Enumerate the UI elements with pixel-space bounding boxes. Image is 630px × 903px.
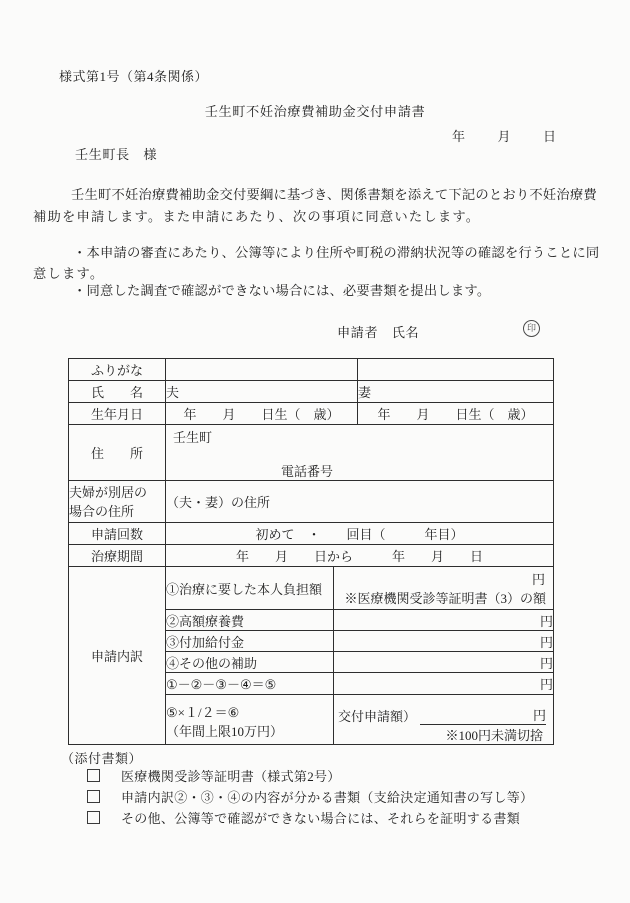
calc-formula-label: ⑤×１/２＝⑥ （年間上限10万円） — [166, 695, 334, 745]
attachments-heading: （添付書類） — [61, 751, 143, 766]
husband-birthdate-field[interactable]: 年 月 日生（ 歳） — [166, 403, 358, 425]
treatment-period-label: 治療期間 — [69, 545, 166, 567]
address-label: 住 所 — [69, 425, 166, 481]
consent-bullet-line: ・同意した調査で確認ができない場合には、必要書類を提出します。 — [73, 283, 491, 298]
breakdown-label: 申請内訳 — [69, 567, 166, 745]
intro-paragraph-line: 壬生町不妊治療費補助金交付要綱に基づき、関係書類を添えて下記のとおり不妊治療費 — [71, 187, 597, 202]
item-4-amount-field[interactable]: 円 — [334, 652, 554, 673]
attachment-item — [87, 787, 533, 806]
table-row-address — [69, 425, 554, 481]
grant-amount-label: 交付申請額） — [338, 709, 417, 724]
item-3-amount-field[interactable]: 円 — [334, 631, 554, 652]
application-count-field[interactable]: 初めて ・ 回目（ 年目） — [166, 523, 554, 545]
seal-icon: 印 — [523, 320, 540, 337]
birthdate-label: 生年月日 — [69, 403, 166, 425]
table-row-name — [69, 381, 554, 403]
item-1-unit: 円 — [531, 572, 545, 587]
consent-bullet-line: 意します。 — [33, 266, 105, 281]
item-2-label: ②高額療養費 — [166, 610, 334, 631]
table-row-item-1 — [69, 567, 554, 610]
attachment-item-label: 医療機関受診等証明書（様式第2号） — [121, 769, 341, 784]
checkbox-icon[interactable] — [87, 811, 100, 824]
phone-number-label: 電話番号 — [281, 463, 334, 479]
application-table — [68, 358, 554, 745]
intro-paragraph-line: 補助を申請します。また申請にあたり、次の事項に同意いたします。 — [33, 209, 481, 224]
wife-name-field[interactable]: 妻 — [358, 381, 554, 403]
addressee: 壬生町長 様 — [75, 147, 158, 162]
table-row-birthdate — [69, 403, 554, 425]
date-month-label: 月 — [497, 129, 511, 144]
address-field[interactable] — [166, 425, 554, 481]
separate-address-field[interactable]: （夫・妻）の住所 — [166, 481, 554, 523]
table-row-treatment-period — [69, 545, 554, 567]
attachment-item-label: その他、公簿等で確認ができない場合には、それらを証明する書類 — [121, 811, 521, 826]
date-line — [452, 126, 556, 145]
husband-name-field[interactable]: 夫 — [166, 381, 358, 403]
grant-amount-blank[interactable] — [420, 708, 546, 725]
treatment-period-field[interactable]: 年 月 日から 年 月 日 — [166, 545, 554, 567]
grant-amount-unit: 円 — [532, 708, 546, 723]
application-count-label: 申請回数 — [69, 523, 166, 545]
address-town-prefix: 壬生町 — [173, 429, 213, 445]
item-1-amount-field[interactable] — [334, 567, 554, 610]
name-label: 氏 名 — [69, 381, 166, 403]
consent-bullet-line: ・本申請の審査にあたり、公簿等により住所や町税の滞納状況等の確認を行うことに同 — [73, 245, 600, 260]
checkbox-icon[interactable] — [87, 790, 100, 803]
checkbox-icon[interactable] — [87, 769, 100, 782]
page-title: 壬生町不妊治療費補助金交付申請書 — [204, 104, 426, 119]
date-day-label: 日 — [542, 129, 556, 144]
date-year-label: 年 — [452, 129, 466, 144]
furigana-label: ふりがな — [69, 359, 166, 381]
furigana-wife-field[interactable] — [358, 359, 554, 381]
applicant-name-label: 申請者 氏名 — [337, 325, 420, 340]
attachment-item — [87, 808, 520, 827]
table-row-furigana — [69, 359, 554, 381]
item-2-amount-field[interactable]: 円 — [334, 610, 554, 631]
wife-birthdate-field[interactable]: 年 月 日生（ 歳） — [358, 403, 554, 425]
separate-address-label: 夫婦が別居の 場合の住所 — [69, 481, 166, 523]
table-row-separate-address — [69, 481, 554, 523]
attachment-item — [87, 766, 341, 785]
item-4-label: ④その他の補助 — [166, 652, 334, 673]
item-1-label: ①治療に要した本人負担額 — [166, 567, 334, 610]
furigana-husband-field[interactable] — [166, 359, 358, 381]
item-5-label: ①－②－③－④＝⑤ — [166, 673, 334, 695]
form-number: 様式第1号（第4条関係） — [59, 69, 209, 84]
grant-amount-line — [334, 706, 553, 725]
attachment-item-label: 申請内訳②・③・④の内容が分かる書類（支給決定通知書の写し等） — [121, 790, 534, 805]
item-3-label: ③付加給付金 — [166, 631, 334, 652]
rounding-note: ※100円未満切捨 — [445, 728, 543, 743]
item-5-amount-field[interactable]: 円 — [334, 673, 554, 695]
grant-amount-field[interactable] — [334, 695, 554, 745]
table-row-application-count — [69, 523, 554, 545]
item-1-note: ※医療機関受診等証明書（3）の額 — [344, 591, 546, 606]
